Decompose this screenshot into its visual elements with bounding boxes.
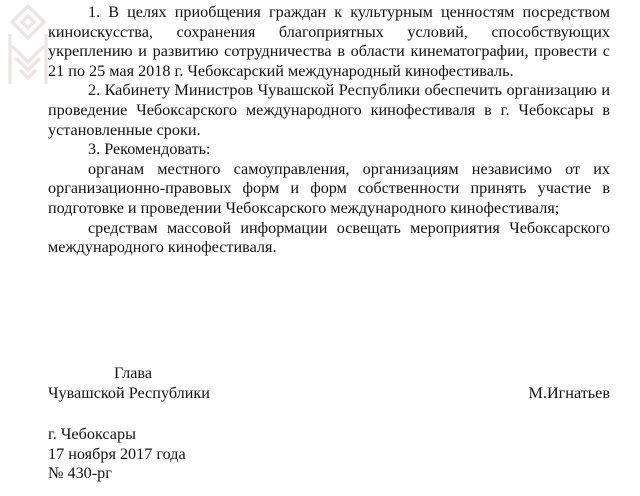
paragraph-4: органам местного самоуправления, организациям независимо от их организационно-правовых форм и форм собственности принять участие в подготовке и проведении Чебоксарского международного кинофестиваля; [48,159,610,217]
document-footer [48,425,186,484]
paragraph-1: 1. В целях приобщения граждан к культурным ценностям посредством киноискусства, сохранения благоприятных условий, способствующих укреплению и развитию сотрудничества в области кинематографии, провести с 21 по 25 мая 2018 г. Чебоксарский международный кинофестиваль. [48,3,610,80]
chuvash-emblem-watermark-icon [6,2,50,90]
signature-name: М.Игнатьев [528,383,610,402]
signature-title: Глава [114,364,153,382]
paragraph-5: средствам массовой информации освещать мероприятия Чебоксарского международного кинофестиваля. [48,218,610,257]
signature-block [48,364,610,403]
footer-date: 17 ноября 2017 года [48,444,186,463]
footer-number: № 430-рг [48,464,112,483]
paragraph-2: 2. Кабинету Министров Чувашской Республики обеспечить организацию и проведение Чебоксарского международного кинофестиваля в г. Чебоксары в установленные сроки. [48,81,610,139]
document-body [48,3,610,258]
signature-row [48,384,610,404]
signature-organization: Чувашской Республики [48,383,210,402]
paragraph-3: 3. Рекомендовать: [88,140,211,159]
footer-city: г. Чебоксары [48,425,136,443]
